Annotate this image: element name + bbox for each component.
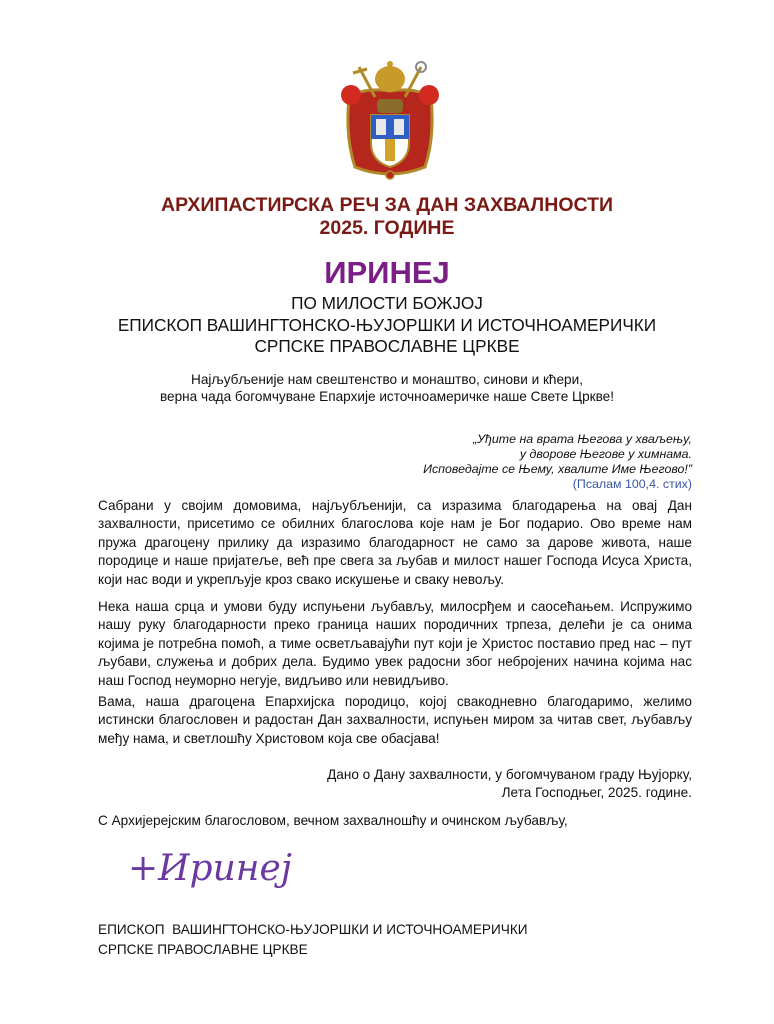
quote-reference: (Псалам 100,4. стих) bbox=[572, 477, 692, 491]
quote-line-3: Исповедајте се Њему, хвалите Име Његово!” bbox=[423, 462, 692, 476]
document-title: АРХИПАСТИРСКА РЕЧ ЗА ДАН ЗАХВАЛНОСТИ bbox=[160, 194, 614, 216]
body-paragraph-1: Сабрани у својим домовима, најљубљенији, са изразима благодарења на овај Дан захвалности, присетимо се обилних благослова које нам је Бог подарио. Ово време нам пружа драгоцену прилику да изразимо благодарност не само за дарове живота, наше породице и наше пријатеље, већ пре свега за љубав и милост нашег Господа Исуса Христа, који нас води и укрепљује кроз свако искушење и сваку невољу. bbox=[98, 498, 692, 587]
greeting-line-2: верна чада богомчуване Епархије источноамеричке наше Свете Цркве! bbox=[159, 388, 615, 404]
document-title-year: 2025. ГОДИНЕ bbox=[319, 217, 455, 239]
quote-line-2: у дворове Његове у химнама. bbox=[519, 447, 692, 461]
signature: +Иринеј bbox=[128, 848, 292, 889]
quote-line-1: „Уђите на врата Његова у хваљењу, bbox=[472, 432, 692, 446]
bishop-subtitle-3: СРПСКЕ ПРАВОСЛАВНЕ ЦРКВЕ bbox=[254, 336, 520, 356]
bishop-subtitle-1: ПО МИЛОСТИ БОЖЈОЈ bbox=[291, 293, 483, 313]
dated-line-1: Дано о Дану захвалности, у богомчуваном граду Њујорку, bbox=[327, 767, 692, 782]
bishop-subtitle-2: ЕПИСКОП ВАШИНГТОНСКО-ЊУЈОРШКИ И ИСТОЧНОАМЕРИЧКИ bbox=[117, 315, 657, 335]
body-paragraph-3: Вама, наша драгоцена Епархијска породицо, којој свакодневно благодаримо, желимо истински благословен и радостан Дан захвалности, испуњен миром за читав свет, љубављу међу нама, и светлошћу Христовом која све обасјава! bbox=[98, 694, 692, 746]
greeting bbox=[0, 372, 774, 405]
body-paragraph-2: Нека наша срца и умови буду испуњени љубављу, милосрђем и саосећањем. Испружимо нашу руку благодарности преко граница наших породичних трпеза, делећи је са онима којима је потребна помоћ, а тиме осветљавајући пут који је Христос поставио пред нас – пут љубави, служења и добрих дела. Будимо увек радосни због небројених начина којима нас наш Господ неуморно негује, видљиво или невидљиво. bbox=[98, 599, 692, 688]
footer-title bbox=[98, 920, 528, 960]
coat-of-arms-icon bbox=[335, 57, 445, 182]
footer-line-1: ЕПИСКОП ВАШИНГТОНСКО-ЊУЈОРШКИ И ИСТОЧНОАМЕРИЧКИ bbox=[98, 922, 528, 937]
closing-blessing: С Архијерејским благословом, вечном захвалношћу и очинском љубављу, bbox=[98, 813, 568, 828]
bishop-name: ИРИНЕЈ bbox=[324, 255, 450, 290]
footer-line-2: СРПСКЕ ПРАВОСЛАВНЕ ЦРКВЕ bbox=[98, 942, 308, 957]
psalm-quote bbox=[423, 432, 692, 492]
dated-line bbox=[327, 766, 692, 802]
dated-line-2: Лета Господњег, 2025. године. bbox=[501, 785, 692, 800]
greeting-line-1: Најљубљеније нам свештенство и монаштво, синови и кћери, bbox=[191, 372, 583, 387]
